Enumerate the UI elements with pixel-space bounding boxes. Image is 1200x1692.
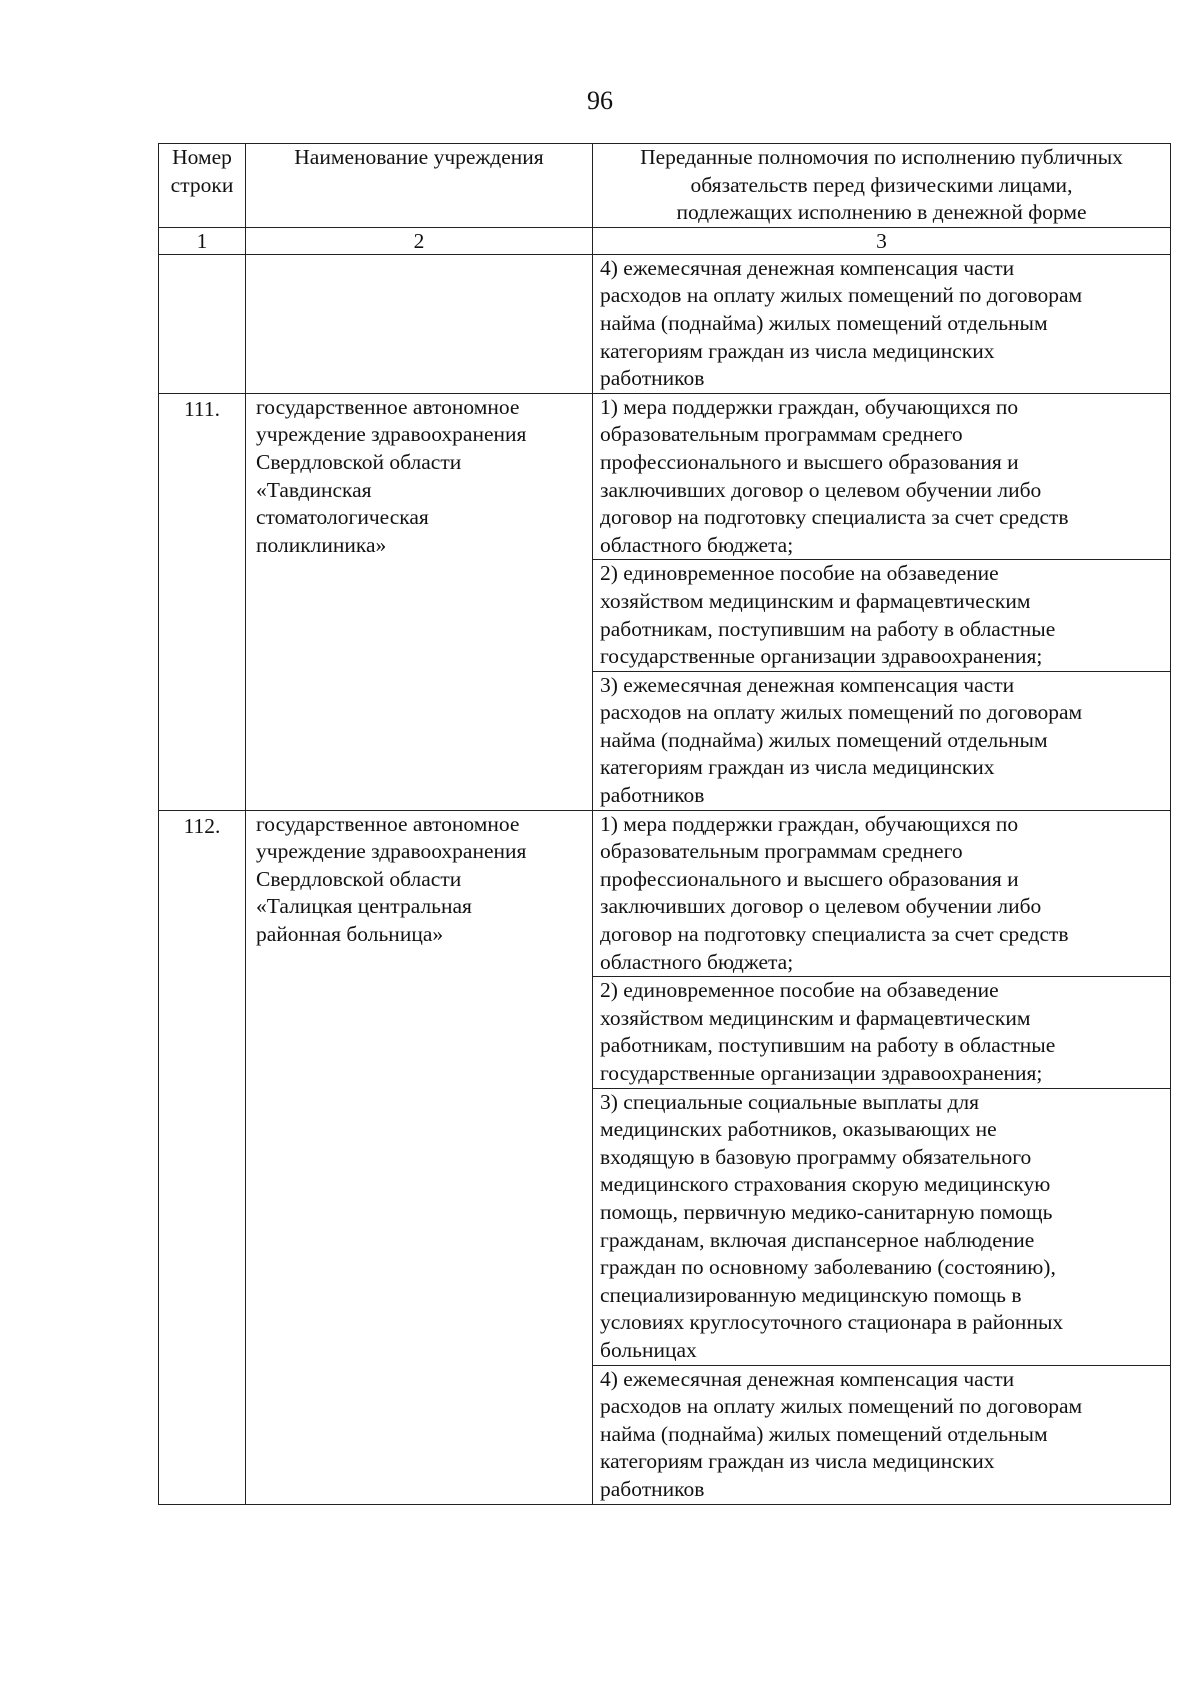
table-header-row — [159, 144, 1171, 228]
power-item: 4) ежемесячная денежная компенсация части расходов на оплату жилых помещений по договорам найма (поднайма) жилых помещений отдельным категориям граждан из числа медицинских работников — [593, 254, 1171, 393]
power-item: 2) единовременное пособие на обзаведение хозяйством медицинским и фармацевтическим работникам, поступившим на работу в областные государственные организации здравоохранения; — [593, 560, 1171, 671]
page-number: 96 — [587, 86, 613, 115]
institution-name: государственное автономное учреждение здравоохранения Свердловской области «Тавдинская стоматологическая поликлиника» — [246, 393, 593, 810]
institution-name: государственное автономное учреждение здравоохранения Свердловской области «Талицкая центральная районная больница» — [246, 810, 593, 1504]
header-transferred-powers: Переданные полномочия по исполнению публичных обязательств перед физическими лицами, подлежащих исполнению в денежной форме — [593, 144, 1171, 228]
institution-name-cell — [246, 254, 593, 393]
power-item: 4) ежемесячная денежная компенсация части расходов на оплату жилых помещений по договорам найма (поднайма) жилых помещений отдельным категориям граждан из числа медицинских работников — [593, 1365, 1171, 1504]
column-number: 1 — [159, 227, 246, 254]
power-item: 1) мера поддержки граждан, обучающихся по образовательным программам среднего профессионального и высшего образования и заключивших договор о целевом обучении либо договор на подготовку специалиста за счет средств областного бюджета; — [593, 810, 1171, 977]
power-item: 1) мера поддержки граждан, обучающихся по образовательным программам среднего профессионального и высшего образования и заключивших договор о целевом обучении либо договор на подготовку специалиста за счет средств областного бюджета; — [593, 393, 1171, 560]
column-number: 3 — [593, 227, 1171, 254]
table-row — [159, 254, 1171, 393]
table-row — [159, 810, 1171, 977]
row-number: 112. — [159, 810, 246, 1504]
powers-table — [158, 143, 1171, 1505]
power-item: 3) специальные социальные выплаты для медицинских работников, оказывающих не входящую в базовую программу обязательного медицинского страхования скорую медицинскую помощь, первичную медико-санитарную помощь гражданам, включая диспансерное наблюдение граждан по основному заболеванию (состоянию), специализированную медицинскую помощь в условиях круглосуточного стационара в районных больницах — [593, 1088, 1171, 1365]
row-number-cell — [159, 254, 246, 393]
column-number: 2 — [246, 227, 593, 254]
header-row-number: Номер строки — [159, 144, 246, 228]
column-number-row — [159, 227, 1171, 254]
power-item: 3) ежемесячная денежная компенсация части расходов на оплату жилых помещений по договорам найма (поднайма) жилых помещений отдельным категориям граждан из числа медицинских работников — [593, 671, 1171, 810]
table-row — [159, 393, 1171, 560]
header-institution-name: Наименование учреждения — [246, 144, 593, 228]
power-item: 2) единовременное пособие на обзаведение хозяйством медицинским и фармацевтическим работникам, поступившим на работу в областные государственные организации здравоохранения; — [593, 977, 1171, 1088]
row-number: 111. — [159, 393, 246, 810]
